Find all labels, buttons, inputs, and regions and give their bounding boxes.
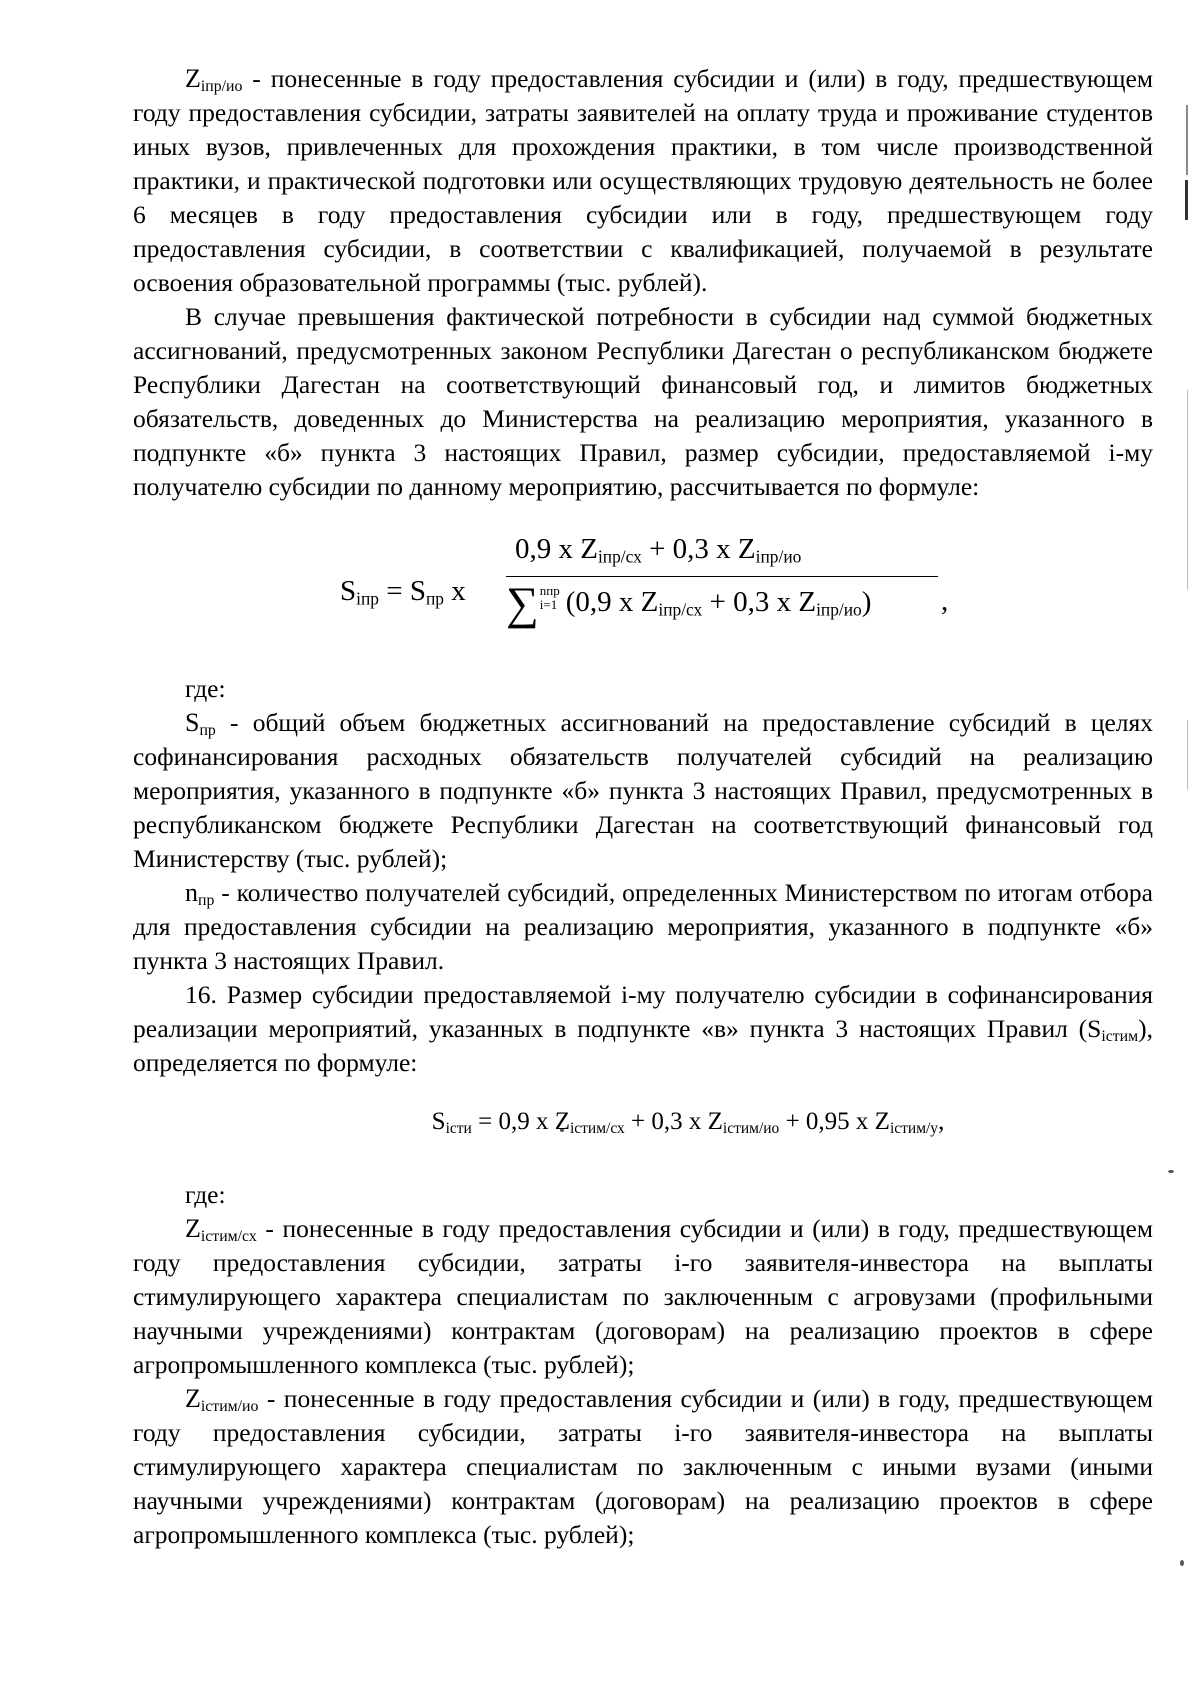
symbol-subscript: iпр/ио (200, 77, 243, 95)
paragraph-s-pr: $S_{пр}$ - общий объем бюджетных ассигнований на предоставление субсидий в целях софинансирования расходных обязательств получателей субсидий на реализацию мероприятия, указанного в подпункте «б» пункта 3 настоящих Правил, предусмотренных в республиканском бюджете Республики Дагестан на соответствующий финансовый год Министерству (тыс. рублей); (133, 708, 1153, 873)
scan-edge-mark (1186, 105, 1188, 175)
symbol: Z (185, 64, 201, 93)
paragraph-z-istim-io: $Z_{iстим/ио}$ - понесенные в году предоставления субсидии и (или) в году, предшествующем году предоставления субсидии, затраты i-го заявителя-инвестора на выплаты стимулирующего характера специалистам по заключенным с иными вузами (иными научными учреждениями) контрактам (договорам) на реализацию проектов в сфере агропромышленного комплекса (тыс. рублей); (133, 1384, 1153, 1549)
paragraph-n-pr: $n_{пр}$ - количество получателей субсидий, определенных Министерством по итогам отбора для предоставления субсидии на реализацию мероприятия, указанного в подпункте «б» пункта 3 настоящих Правил. (133, 878, 1153, 975)
scan-edge-mark (1187, 390, 1188, 590)
paragraph-z-ipr-io (133, 62, 1153, 300)
formula-s-isti: $S_{iсти} = 0,9$ x $Z_{iстим/сх} + 0,3$ x $Z_{iстим/ио} + 0,95$ x $Z_{iстим/у}$, (431, 1108, 945, 1137)
where-label: где: (185, 1180, 226, 1209)
paragraph-z-istim-sx: $Z_{iстим/сх}$ - понесенные в году предоставления субсидии и (или) в году, предшествующем году предоставления субсидии, затраты i-го заявителя-инвестора на выплаты стимулирующего характера специалистам по заключенным с агровузами (профильными научными учреждениями) контрактам (договорам) на реализацию проектов в сфере агропромышленного комплекса (тыс. рублей); (133, 1214, 1153, 1379)
document-body (133, 62, 1153, 1552)
formula-numerator: 0,9 x $Z_{iпр/сх} + 0,3$ x $Z_{iпр/ио}$ (515, 533, 802, 567)
scan-speck (1168, 1170, 1174, 1173)
formula-comma: , (941, 585, 949, 617)
sum-limits: nпр i=1 (539, 583, 560, 612)
formula-s-ipr (133, 522, 1153, 672)
formula-denominator: ∑nпр i=1 (0,9 x $Z_{iпр/сх} + 0,3$ x $Z_{iпр/ио}$) (506, 577, 872, 629)
formula-lhs: $S_{iпр} = S_{пр}$ x (340, 575, 466, 609)
paragraph-16: 16. Размер субсидии предоставляемой i-му получателю субсидии в софинансирования реализации мероприятий, указанных в подпункте «в» пункта 3 настоящих Правил $(S_{iстим})$, определяется по формуле: (133, 980, 1153, 1077)
scan-edge-mark (1185, 180, 1188, 220)
fraction-bar (506, 576, 938, 577)
sigma-symbol: ∑ (506, 577, 539, 629)
paragraph-text: - понесенные в году предоставления субсидии и (или) в году, предшествующем году предоставления субсидии, затраты заявителей на оплату труда и проживание студентов иных вузов, привлеченных для прохождения практики, в том числе производственной практики, и практической подготовки или осуществляющих трудовую деятельность не более 6 месяцев в году предоставления субсидии или в году, предшествующем году предоставления субсидии, в соответствии с квалификацией, получаемой в результате освоения образовательной программы (тыс. рублей). (133, 64, 1153, 297)
paragraph-overflow-case: В случае превышения фактической потребности в субсидии над суммой бюджетных ассигнований, предусмотренных законом Республики Дагестан о республиканском бюджете Республики Дагестан на соответствующий финансовый год, и лимитов бюджетных обязательств, доведенных до Министерства на реализацию мероприятия, указанного в подпункте «б» пункта 3 настоящих Правил, размер субсидии, предоставляемой i-му получателю субсидии по данному мероприятию, рассчитывается по формуле: (133, 302, 1153, 501)
where-label: где: (185, 674, 226, 703)
scan-speck (1180, 1560, 1184, 1566)
scan-edge-mark (1187, 720, 1188, 790)
